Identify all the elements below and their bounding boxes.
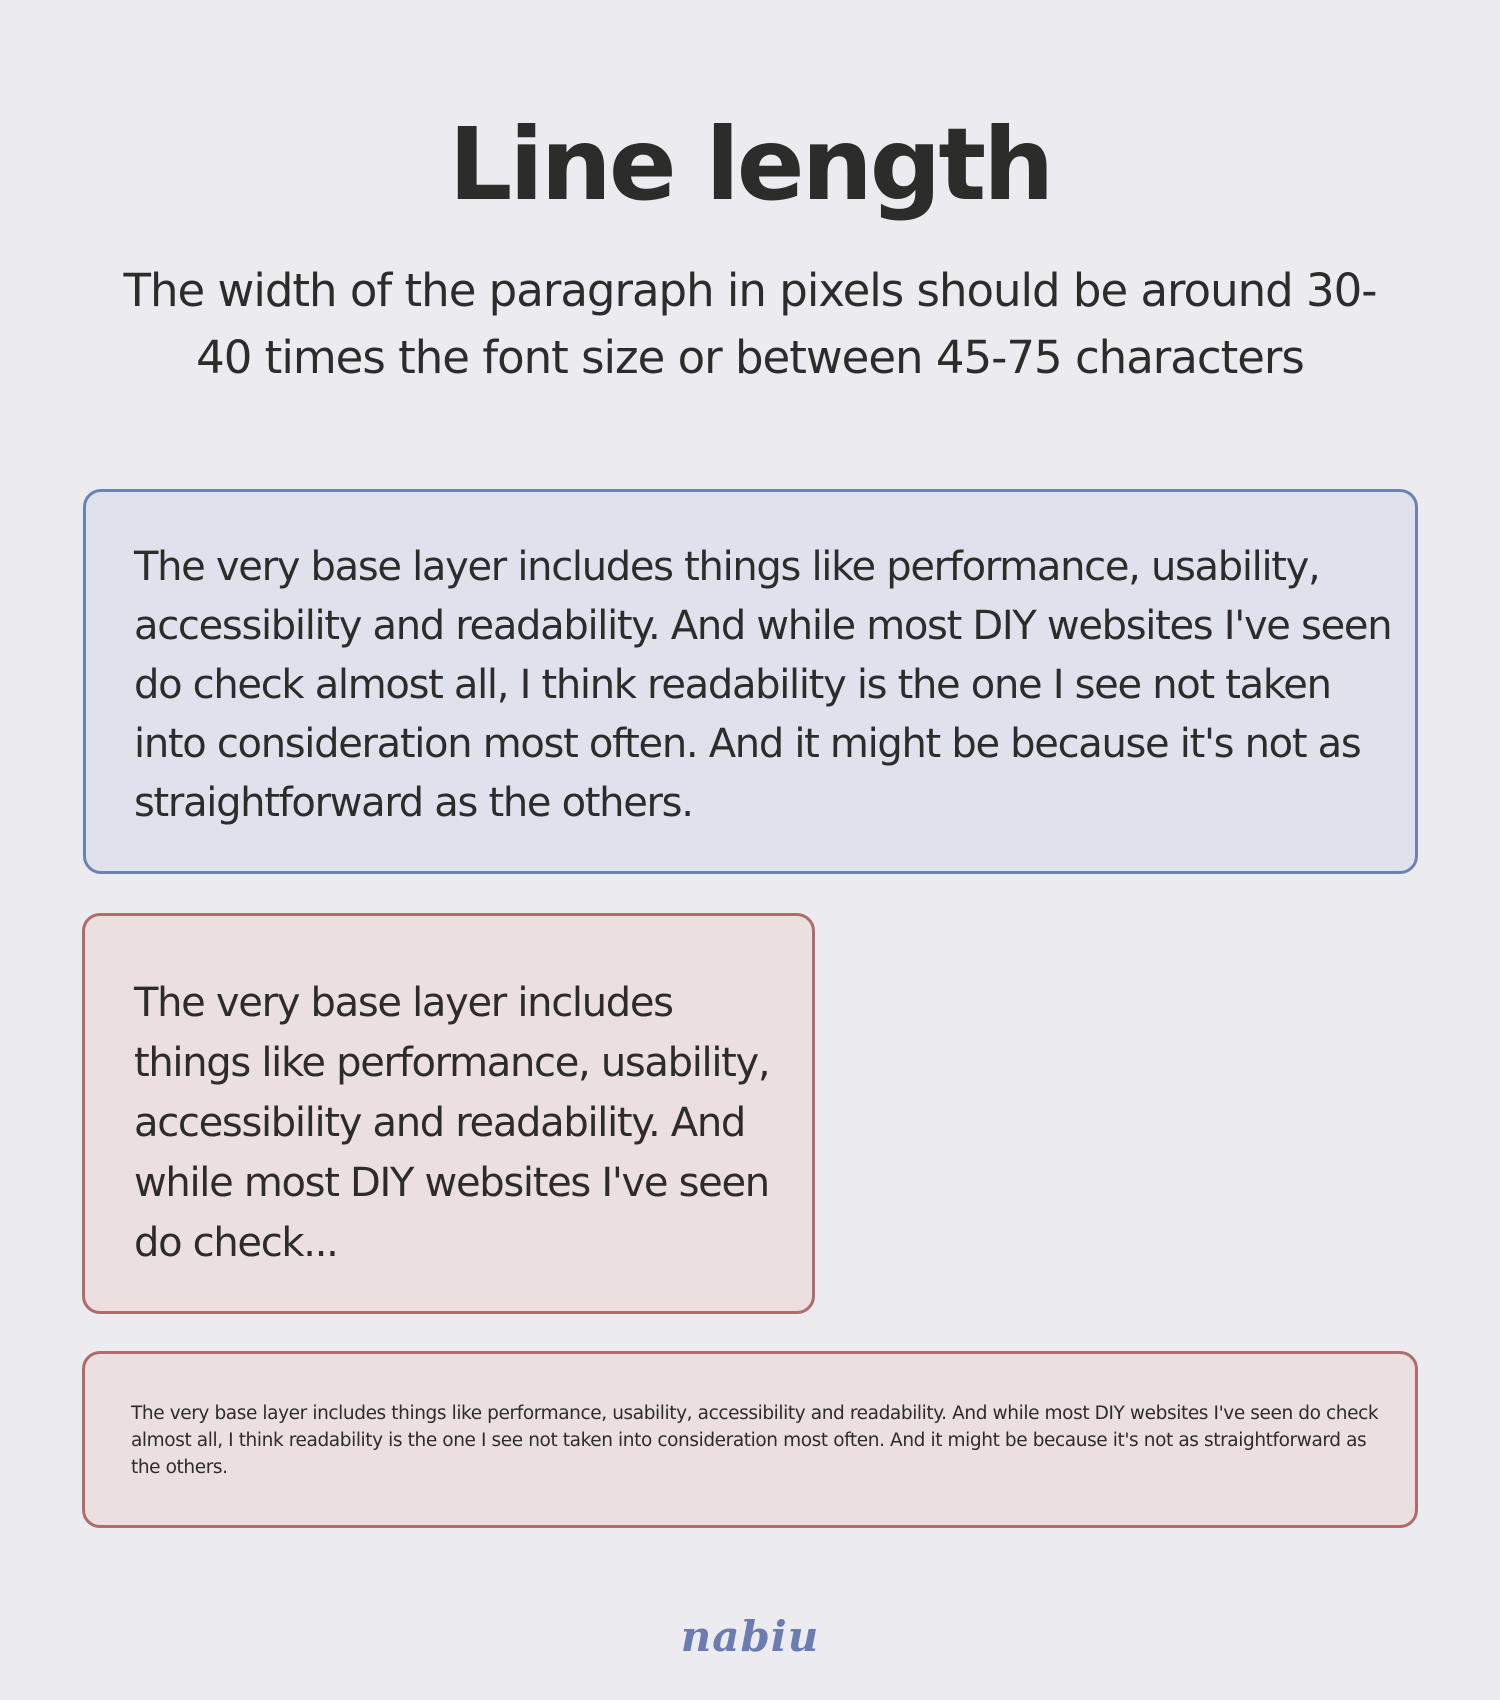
good-example-paragraph: The very base layer includes things like performance, usability, accessibility and readability. And while most DIY websites I've seen do check almost all, I think readability is the one I see not taken into consideration most often. And it might be because it's not as straightforward as the others.: [134, 544, 1392, 826]
page-title: Line length: [448, 106, 1052, 223]
page-subtitle: The width of the paragraph in pixels should be around 30-40 times the font size or between 45-75 characters: [123, 264, 1377, 384]
wide-example-paragraph: The very base layer includes things like performance, usability, accessibility and readability. And while most DIY websites I've seen do check almost all, I think readability is the one I see not taken into consideration most often. And it might be because it's not as straightforward as the others.: [131, 1403, 1379, 1478]
good-line-length-example: [83, 489, 1418, 874]
narrow-example-paragraph: The very base layer includes things like performance, usability, accessibility and readability. And while most DIY websites I've seen do check...: [134, 980, 770, 1266]
too-narrow-line-length-example: [82, 913, 815, 1314]
too-wide-line-length-example: [82, 1351, 1418, 1528]
brand-logo: nabiu: [680, 1612, 820, 1661]
